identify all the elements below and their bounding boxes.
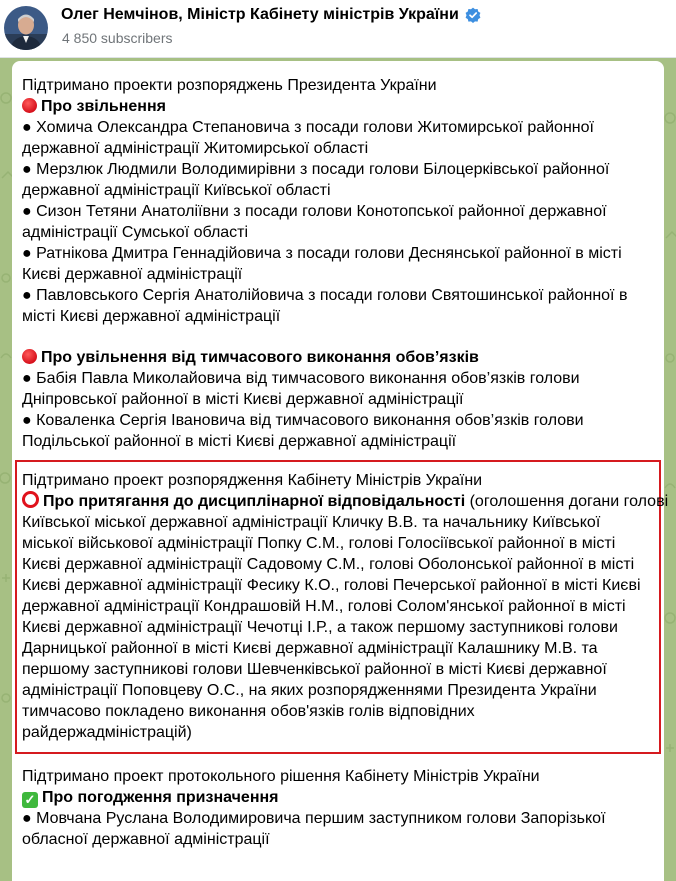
list-line: обласної державної адміністрації <box>22 831 270 848</box>
red-circle-icon <box>22 98 37 113</box>
subscriber-count: 4 850 subscribers <box>62 30 173 46</box>
list-line: Подільської районної в місті Києві державної адміністрації <box>22 433 457 450</box>
hollow-red-circle-icon <box>22 491 39 508</box>
subheading-approval <box>22 787 662 808</box>
list-line: ● Бабія Павла Миколайовича від тимчасового виконання обов’язків голови <box>22 370 580 387</box>
list-line: адміністрації Сумської області <box>22 224 249 241</box>
paragraph-line: тимчасово покладено виконання обов'язків голів відповідних <box>22 703 475 720</box>
red-circle-icon <box>22 349 37 364</box>
avatar[interactable] <box>4 6 48 50</box>
list-line: ● Павловського Сергія Анатолійовича з посади голови Святошинської районної в <box>22 287 628 304</box>
list-line: Києві державної адміністрації <box>22 266 243 283</box>
section-president-orders <box>22 75 662 327</box>
check-mark-icon: ✓ <box>22 792 38 808</box>
subheading-release <box>22 347 662 368</box>
section-protocol-decision <box>22 766 662 850</box>
paragraph-line: першому заступникові голови Шевченківської районної в місті Києві державної <box>22 661 607 678</box>
list-line: ● Мовчана Руслана Володимировича першим заступником голови Запорізької <box>22 810 606 827</box>
list-line: ● Коваленка Сергія Івановича від тимчасового виконання обов’язків голови <box>22 412 584 429</box>
paragraph-line: державної адміністрації Кондрашовій Н.М., голові Солом'янської районної в місті <box>22 598 626 615</box>
subheading-text: Про звільнення <box>41 98 166 115</box>
list-line: державної адміністрації Київської області <box>22 182 331 199</box>
subheading-text: Про увільнення від тимчасового виконання обов’язків <box>41 349 479 366</box>
paragraph-line: Дарницької районної в місті Києві державної адміністрації Калашнику М.В. та <box>22 640 598 657</box>
section-cabinet-order <box>22 470 669 743</box>
paragraph-line: Києві державної адміністрації Садовому С.М., голові Оболонської районної в місті <box>22 556 635 573</box>
list-line: державної адміністрації Житомирської області <box>22 140 369 157</box>
list-line: ● Сизон Тетяни Анатоліївни з посади голови Конотопської районної державної <box>22 203 607 220</box>
paragraph-line: Київської міської державної адміністрації Кличку В.В. та начальнику Київської <box>22 514 601 531</box>
paragraph-text: (оголошення догани голові <box>465 493 669 510</box>
list-line: Дніпровської районної в місті Києві державної адміністрації <box>22 391 464 408</box>
channel-title-text: Олег Немчінов, Міністр Кабінету міністрів України <box>61 6 459 23</box>
paragraph-line: Києві державної адміністрації Чечотці І.Р., а також першому заступникові голови <box>22 619 618 636</box>
section-heading: Підтримано проекти розпоряджень Президента України <box>22 77 437 94</box>
section-release-duties <box>22 347 662 452</box>
subheading-text: Про погодження призначення <box>42 789 279 806</box>
verified-badge-icon <box>465 7 481 23</box>
channel-title[interactable] <box>61 6 481 24</box>
discipline-first-line <box>22 491 669 512</box>
paragraph-line: адміністрації Поповцеву О.С., на яких розпорядженнями Президента України <box>22 682 597 699</box>
section-heading: Підтримано проект розпорядження Кабінету Міністрів України <box>22 472 483 489</box>
list-line: ● Хомича Олександра Степановича з посади голови Житомирської районної <box>22 119 594 136</box>
subheading-text: Про притягання до дисциплінарної відповідальності <box>43 493 466 510</box>
list-line: місті Києві державної адміністрації <box>22 308 281 325</box>
list-line: ● Ратнікова Дмитра Геннадійовича з посади голови Деснянської районної в місті <box>22 245 622 262</box>
channel-post <box>12 61 669 881</box>
section-heading: Підтримано проект протокольного рішення Кабінету Міністрів України <box>22 768 540 785</box>
list-line: ● Мерзлюк Людмили Володимирівни з посади голови Білоцерківської районної <box>22 161 610 178</box>
paragraph-line: райдержадміністрацій) <box>22 724 192 741</box>
channel-header[interactable] <box>0 0 676 58</box>
paragraph-line: міської військової адміністрації Попку С.М., голові Голосіївської районної в місті <box>22 535 616 552</box>
paragraph-line: Києві державної адміністрації Фесику К.О., голові Печерської районної в місті Києві <box>22 577 641 594</box>
subheading-dismissal <box>22 96 662 117</box>
